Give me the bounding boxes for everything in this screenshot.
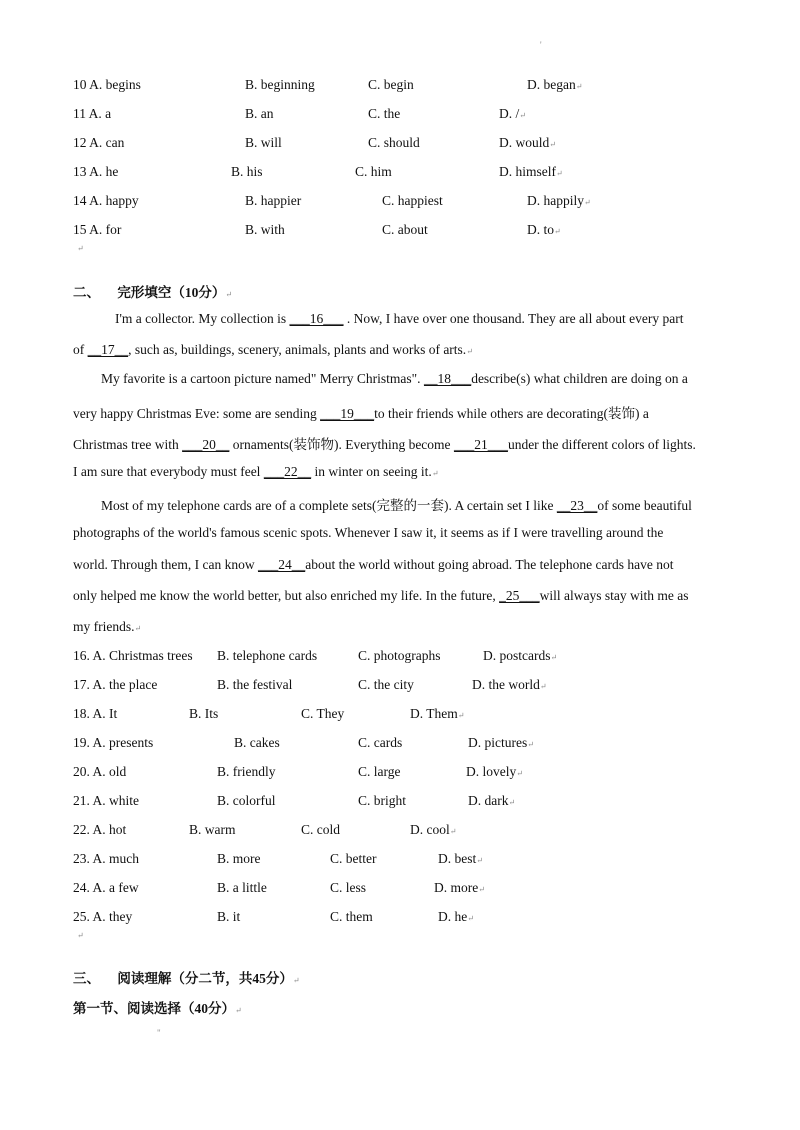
option-c: C. begin: [368, 77, 414, 92]
blank-22: ___22__: [263, 464, 312, 479]
option-b: B. warm: [189, 822, 236, 837]
passage-line: only helped me know the world better, but also enriched my life. In the future, _25___will always stay with me as: [73, 588, 689, 603]
option-a: 19. A. presents: [73, 735, 154, 750]
option-d: D. /↵: [499, 106, 526, 121]
option-a: 14 A. happy: [73, 193, 139, 208]
passage-line: Christmas tree with ___20__ ornaments(装饰物). Everything become ___21___under the different colors of lights.: [73, 437, 696, 452]
top-mark: ': [540, 40, 542, 50]
option-b: B. friendly: [217, 764, 276, 779]
option-c: C. about: [382, 222, 428, 237]
option-b: B. Its: [189, 706, 219, 721]
option-d: D. the world↵: [472, 677, 547, 692]
paragraph-mark: ↵: [77, 931, 84, 940]
option-c: C. cold: [301, 822, 340, 837]
option-d: D. more↵: [434, 880, 485, 895]
option-b: B. happier: [245, 193, 302, 208]
option-d: D. would↵: [499, 135, 556, 150]
option-a: 10 A. begins: [73, 77, 141, 92]
section-number: 二、: [73, 285, 100, 300]
blank-20: ___20__: [182, 437, 230, 452]
paragraph-mark: ↵: [550, 653, 558, 662]
subsection-heading: 第一节、阅读选择（40分）↵: [73, 1001, 242, 1016]
option-a: 16. A. Christmas trees: [73, 648, 193, 663]
blank-24: ___24__: [257, 557, 306, 572]
option-d: D. happily↵: [527, 193, 591, 208]
option-d: D. lovely↵: [466, 764, 523, 779]
paragraph-mark: ↵: [575, 82, 583, 91]
passage-line: My favorite is a cartoon picture named" Merry Christmas". __18___describe(s) what children are doing on a: [101, 371, 688, 386]
blank-16: ___16___: [289, 311, 344, 326]
option-d: D. he↵: [438, 909, 474, 924]
paragraph-mark: ↵: [134, 624, 142, 633]
paragraph-mark: ↵: [476, 856, 483, 865]
option-a: 13 A. he: [73, 164, 119, 179]
option-b: B. cakes: [234, 735, 280, 750]
option-a: 18. A. It: [73, 706, 118, 721]
option-b: B. beginning: [245, 77, 315, 92]
option-b: B. a little: [217, 880, 267, 895]
paragraph-mark: ↵: [478, 885, 485, 894]
option-a: 25. A. they: [73, 909, 133, 924]
section-heading: [73, 281, 232, 301]
passage-line: of __17__, such as, buildings, scenery, animals, plants and works of arts.↵: [73, 342, 473, 357]
option-c: C. happiest: [382, 193, 443, 208]
option-a: 22. A. hot: [73, 822, 127, 837]
paragraph-mark: ↵: [431, 469, 439, 478]
paragraph-mark: ↵: [549, 140, 556, 149]
option-c: C. the city: [358, 677, 414, 692]
passage-line: I'm a collector. My collection is ___16___ . Now, I have over one thousand. They are all about every part: [115, 311, 684, 326]
option-c: C. better: [330, 851, 377, 866]
option-d: D. Them↵: [410, 706, 465, 721]
option-a: 11 A. a: [73, 106, 112, 121]
option-d: D. dark↵: [468, 793, 516, 808]
paragraph-mark: ↵: [584, 198, 591, 207]
option-d: D. began↵: [527, 77, 583, 92]
bottom-mark: ": [157, 1028, 161, 1038]
blank-21: ___21___: [453, 437, 508, 452]
option-d: D. to↵: [527, 222, 561, 237]
paragraph-mark: ↵: [556, 169, 563, 178]
option-b: B. it: [217, 909, 241, 924]
option-d: D. himself↵: [499, 164, 563, 179]
option-c: C. bright: [358, 793, 407, 808]
paragraph-mark: ↵: [508, 798, 516, 807]
blank-18: __18___: [423, 371, 472, 386]
passage-line: my friends.↵: [73, 619, 142, 634]
option-a: 15 A. for: [73, 222, 122, 237]
paragraph-mark: ↵: [466, 347, 473, 356]
option-a: 21. A. white: [73, 793, 139, 808]
passage-line: very happy Christmas Eve: some are sending ___19___to their friends while others are decorating(装饰) a: [73, 406, 649, 421]
option-a: 24. A. a few: [73, 880, 139, 895]
paragraph-mark: ↵: [77, 244, 84, 253]
blank-17: __17__: [87, 342, 129, 357]
option-b: B. colorful: [217, 793, 276, 808]
section-title: 完形填空（10分）: [117, 285, 226, 300]
paragraph-mark: ↵: [527, 740, 534, 749]
paragraph-mark: ↵: [554, 227, 561, 236]
option-b: B. will: [245, 135, 282, 150]
option-a: 17. A. the place: [73, 677, 158, 692]
option-b: B. with: [245, 222, 285, 237]
option-a: 23. A. much: [73, 851, 139, 866]
paragraph-mark: ↵: [516, 769, 523, 778]
option-d: D. cool↵: [410, 822, 457, 837]
paragraph-mark: ↵: [467, 914, 474, 923]
option-c: C. should: [368, 135, 420, 150]
blank-25: _25___: [499, 588, 540, 603]
section-number: 三、: [73, 971, 100, 986]
blank-23: __23__: [556, 498, 598, 513]
paragraph-mark: ↵: [519, 111, 526, 120]
option-d: D. pictures↵: [468, 735, 534, 750]
passage-line: world. Through them, I can know ___24__about the world without going abroad. The telephone cards have not: [73, 557, 674, 572]
option-c: C. They: [301, 706, 345, 721]
option-b: B. the festival: [217, 677, 293, 692]
option-d: D. postcards↵: [483, 648, 558, 663]
option-a: 12 A. can: [73, 135, 125, 150]
paragraph-mark: ↵: [292, 976, 300, 985]
section-title: 阅读理解（分二节，共45分）: [117, 971, 293, 986]
passage-line: Most of my telephone cards are of a complete sets(完整的一套). A certain set I like __23__of some beautiful: [101, 498, 692, 513]
option-b: B. more: [217, 851, 261, 866]
paragraph-mark: ↵: [235, 1006, 242, 1015]
option-c: C. photographs: [358, 648, 441, 663]
section-heading: [73, 967, 300, 987]
paragraph-mark: ↵: [457, 711, 465, 720]
passage-line: I am sure that everybody must feel ___22__ in winter on seeing it.↵: [73, 464, 439, 479]
option-c: C. large: [358, 764, 401, 779]
option-c: C. cards: [358, 735, 403, 750]
option-b: B. his: [231, 164, 263, 179]
option-c: C. less: [330, 880, 367, 895]
option-c: C. them: [330, 909, 373, 924]
option-c: C. the: [368, 106, 401, 121]
blank-19: ___19___: [320, 406, 375, 421]
option-c: C. him: [355, 164, 392, 179]
option-b: B. an: [245, 106, 274, 121]
paragraph-mark: ↵: [539, 682, 547, 691]
option-b: B. telephone cards: [217, 648, 318, 663]
option-a: 20. A. old: [73, 764, 127, 779]
paragraph-mark: ↵: [225, 290, 233, 299]
option-d: D. best↵: [438, 851, 483, 866]
paragraph-mark: ↵: [449, 827, 457, 836]
passage-line: photographs of the world's famous scenic spots. Whenever I saw it, it seems as if I were travelling around the: [73, 525, 664, 540]
